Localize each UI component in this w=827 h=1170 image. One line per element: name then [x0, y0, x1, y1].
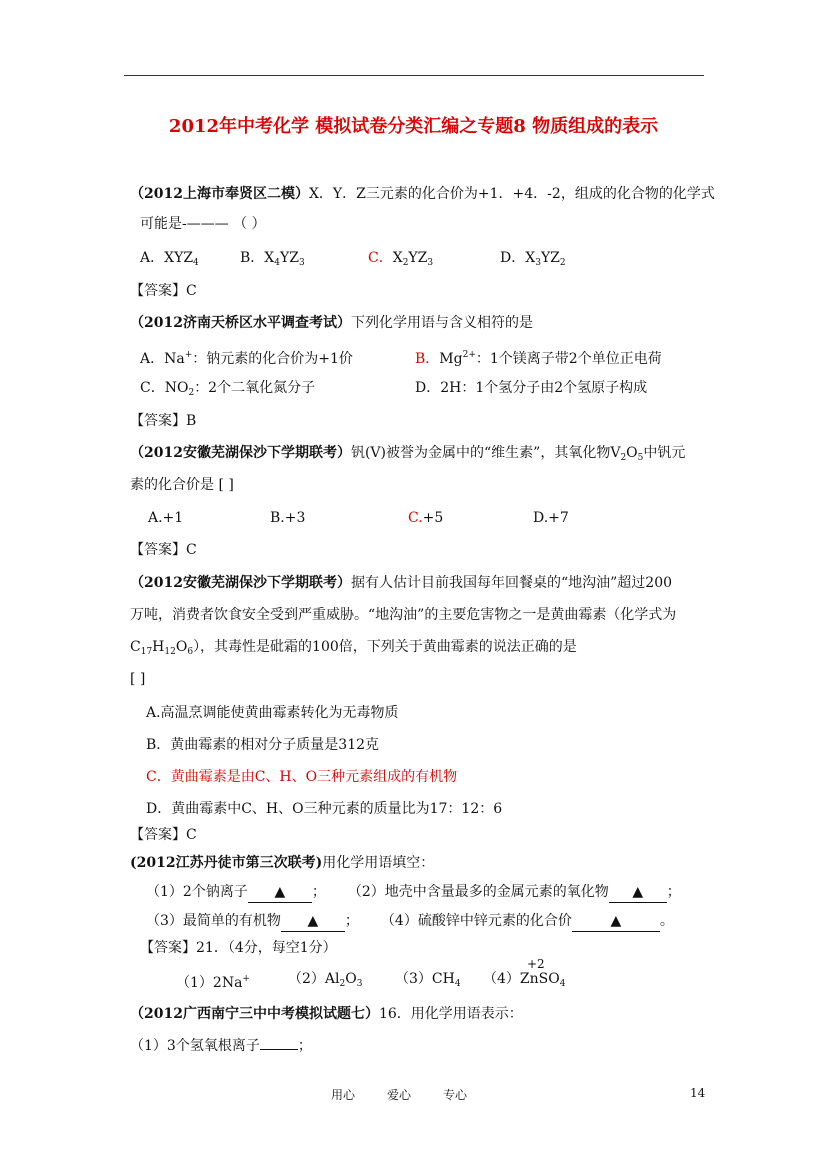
question-source: （2012上海市奉贤区二模） [130, 186, 309, 202]
answer: 【答案】C [130, 542, 197, 558]
question-1-stem: （2012上海市奉贤区二模）X．Y．Z三元素的化合价为+1．+4．-2，组成的化合物的化学式 [130, 186, 715, 202]
option-d: D.+7 [533, 510, 569, 526]
question-3-stem: （2012安徽芜湖保沙下学期联考）钒(V)被誉为金属中的“维生素”，其氧化物$V_2O_5$中钒元 [130, 445, 686, 463]
valence-mark: +2 [527, 957, 545, 971]
question-4-stem: （2012安徽芜湖保沙下学期联考）据有人估计目前我国每年回餐桌的“地沟油”超过200 [130, 575, 673, 591]
option-d: D．黄曲霉素中C、H、O三种元素的质量比为17：12：6 [146, 801, 503, 817]
answer: 【答案】21．（4分，每空1分） [140, 940, 337, 956]
answer: 【答案】C [130, 283, 197, 299]
option-a: A.高温烹调能使黄曲霉素转化为无毒物质 [146, 705, 399, 721]
answer-3: $(3)CH_4$ [395, 971, 461, 989]
question-4-stem-line3: $C_{17}H_{12}O_6$），其毒性是砒霜的100倍，下列关于黄曲霉素的说法正确的是 [130, 639, 577, 657]
question-4-stem-line2: 万吨，消费者饮食安全受到严重威胁。“地沟油”的主要危害物之一是黄曲霉素（化学式为 [130, 607, 677, 623]
option-d: D．$X_3YZ_2$ [500, 250, 566, 268]
footer-text: 用心 [331, 1088, 356, 1102]
option-d: D．2H：1个氢分子由2个氢原子构成 [415, 380, 648, 396]
fill-blank: ▲ [248, 882, 312, 903]
fill-line: （1）3个氢氧根离子 ； [130, 1038, 312, 1054]
answer: 【答案】C [130, 827, 197, 843]
fill-blank [260, 1049, 298, 1050]
option-c: C．$X_2YZ_3$ [368, 250, 434, 268]
fill-blank: ▲ [609, 882, 667, 903]
option-c: C．黄曲霉素是由C、H、O三种元素组成的有机物 [146, 769, 458, 785]
fill-blank: ▲ [281, 911, 345, 932]
page-title: 2012年中考化学 模拟试卷分类汇编之专题8 物质组成的表示 [168, 116, 659, 137]
fill-line-1: （1）2个钠离子 ▲ ； （2）地壳中含量最多的金属元素的氧化物 ▲ ； [146, 882, 681, 903]
answer-bracket: [ ] [130, 671, 146, 687]
question-1-stem-line2: 可能是-——— （ ） [140, 216, 266, 232]
question-2-stem: （2012济南天桥区水平调查考试）下列化学用语与含义相符的是 [130, 315, 533, 331]
option-a: A.+1 [148, 510, 184, 526]
option-b: B．$Mg^{2+}$：1个镁离子带2个单位正电荷 [415, 350, 662, 367]
option-c: C．$NO_2$：2个二氧化氮分子 [140, 380, 316, 398]
option-a: A．Na+：钠元素的化合价为+1价 [140, 350, 353, 367]
footer-text: 专心 [443, 1088, 468, 1102]
footer-text: 爱心 [387, 1088, 412, 1102]
question-5-stem: (2012江苏丹徒市第三次联考)用化学用语填空： [130, 855, 435, 871]
answer: 【答案】B [130, 413, 197, 429]
option-b: B．黄曲霉素的相对分子质量是312克 [146, 737, 380, 753]
question-6-stem: （2012广西南宁三中中考模拟试题七）16．用化学用语表示： [130, 1006, 523, 1022]
option-b: B.+3 [270, 510, 306, 526]
answer-1: （1）2Na+ [176, 974, 250, 991]
option-c: C.+5 [408, 510, 444, 526]
page-number: 14 [690, 1086, 706, 1100]
answer-4: （4）ZnSO$_4$ [483, 971, 566, 989]
option-a: A．$XYZ_4$ [140, 250, 199, 268]
header-rule [124, 75, 704, 76]
fill-blank: ▲ [572, 911, 660, 932]
answer-2: $(2)Al_2O_3$ [288, 971, 363, 989]
option-b: B．$X_4YZ_3$ [240, 250, 305, 268]
question-3-stem-line2: 素的化合价是 [ ] [130, 477, 234, 493]
fill-line-2: （3）最简单的有机物 ▲ ； （4）硫酸锌中锌元素的化合价 ▲ 。 [146, 911, 674, 932]
